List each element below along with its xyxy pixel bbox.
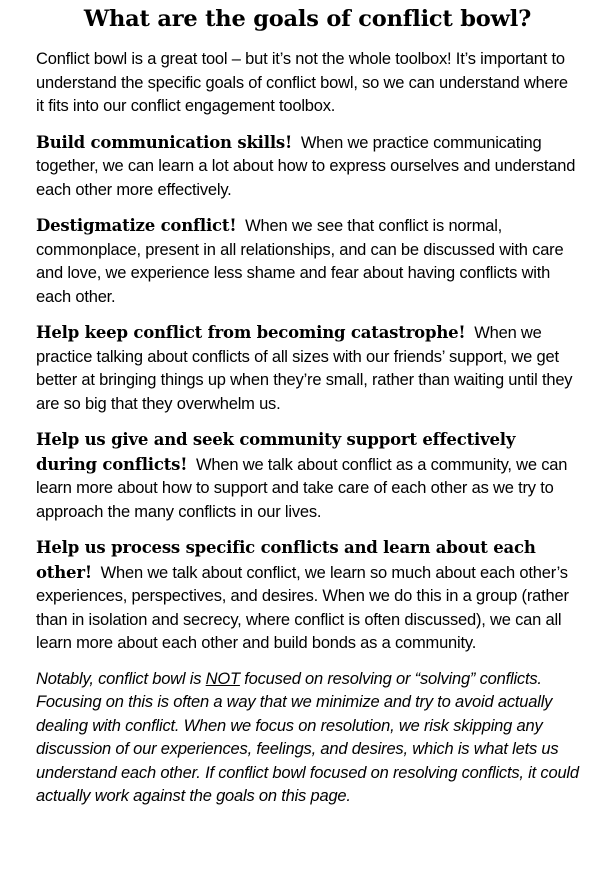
goal-body: When we practice communicating together, we can learn a lot about how to express ourselves and understand each other more effectively. xyxy=(36,133,576,199)
goal-paragraph-communication xyxy=(36,131,579,203)
goal-heading: Help us give and seek community support effectively during conflicts! xyxy=(36,430,516,474)
note-text-before: Notably, conflict bowl is xyxy=(36,669,206,688)
goal-body: When we talk about conflict as a community, we can learn more about how to support and take care of each other as we try to approach the many conflicts in our lives. xyxy=(36,455,568,521)
page-title: What are the goals of conflict bowl? xyxy=(83,6,532,32)
note-text-after: focused on resolving or “solving” conflicts. Focusing on this is often a way that we minimize and try to avoid actually dealing with conflict. When we focus on resolution, we risk skipping any discussion of our experiences, feelings, and desires, which is what lets us understand each other. If conflict bowl focused on resolving conflicts, it could actually work against the goals on this page. xyxy=(36,669,579,805)
closing-note xyxy=(36,668,579,809)
goal-body: When we see that conflict is normal, commonplace, present in all relationships, and can be discussed with care and love, we experience less shame and fear about having conflicts with each other. xyxy=(36,217,564,306)
goal-body: When we talk about conflict, we learn so much about each other’s experiences, perspectives, and desires. When we do this in a group (rather than in isolation and secrecy, where conflict is often discussed), we can all learn more about each other and build bonds as a community. xyxy=(36,563,569,652)
goal-heading: Build communication skills! xyxy=(36,132,293,152)
goal-body: When we practice talking about conflicts of all sizes with our friends’ support, we get better at bringing things up when they’re small, rather than waiting until they are so big that they overwhelm us. xyxy=(36,324,573,413)
intro-paragraph: Conflict bowl is a great tool – but it’s not the whole toolbox! It’s important to understand the specific goals of conflict bowl, so we can understand where it fits into our conflict engagement toolbox. xyxy=(36,50,568,115)
goal-paragraph-process-conflicts xyxy=(36,536,579,656)
goal-paragraph-destigmatize xyxy=(36,214,579,309)
goal-heading: Help keep conflict from becoming catastrophe! xyxy=(36,323,466,342)
note-emphasis: NOT xyxy=(205,669,240,688)
goal-paragraph-community-support xyxy=(36,428,579,524)
goal-heading: Help us process specific conflicts and learn about each other! xyxy=(36,538,536,582)
goal-paragraph-catastrophe xyxy=(36,321,579,416)
goal-heading: Destigmatize conflict! xyxy=(36,216,237,235)
